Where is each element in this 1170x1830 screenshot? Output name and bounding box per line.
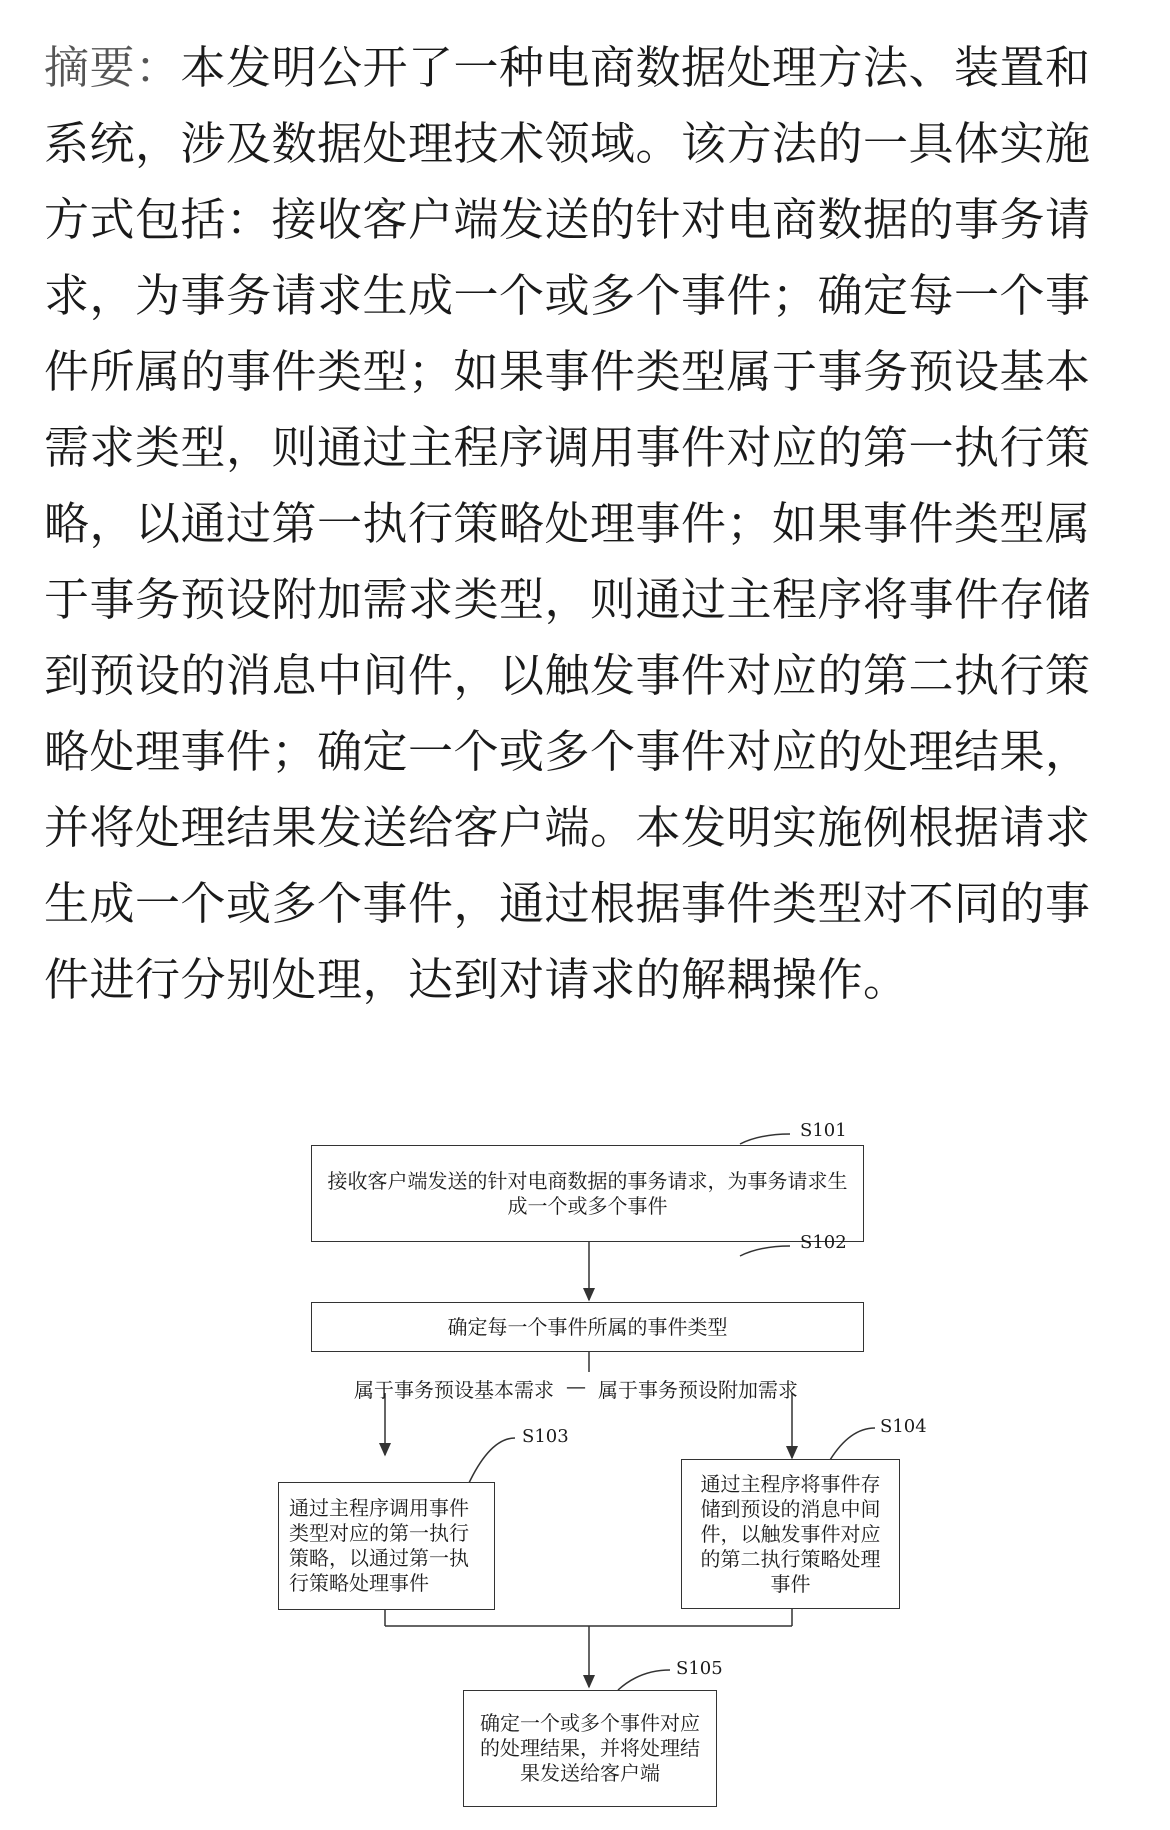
branch-separator: — xyxy=(566,1374,586,1398)
step-box-s101 xyxy=(311,1145,864,1242)
step-text-s105: 确定一个或多个事件对应的处理结果，并将处理结果发送给客户端 xyxy=(480,1711,700,1785)
abstract-label: 摘要： xyxy=(44,41,181,94)
step-box-s102 xyxy=(311,1302,864,1352)
flowchart xyxy=(0,1100,1170,1820)
branch-label-additional: 属于事务预设附加需求 xyxy=(598,1378,798,1402)
step-label-s104: S104 xyxy=(880,1416,927,1437)
step-label-s105: S105 xyxy=(676,1658,723,1679)
step-box-s104 xyxy=(681,1459,900,1609)
step-text-s103: 通过主程序调用事件类型对应的第一执行策略，以通过第一执行策略处理事件 xyxy=(289,1496,469,1595)
abstract-paragraph xyxy=(44,30,1134,1018)
step-box-s105 xyxy=(463,1690,717,1807)
step-label-s102: S102 xyxy=(800,1232,847,1253)
step-label-s101: S101 xyxy=(800,1120,847,1141)
step-label-s103: S103 xyxy=(522,1426,569,1447)
step-box-s103 xyxy=(278,1482,495,1610)
step-text-s101: 接收客户端发送的针对电商数据的事务请求，为事务请求生成一个或多个事件 xyxy=(327,1168,848,1218)
branch-label-basic: 属于事务预设基本需求 xyxy=(354,1378,554,1402)
step-text-s104: 通过主程序将事件存储到预设的消息中间件，以触发事件对应的第二执行策略处理事件 xyxy=(700,1471,881,1596)
step-text-s102: 确定每一个事件所属的事件类型 xyxy=(447,1314,728,1339)
abstract-text: 本发明公开了一种电商数据处理方法、装置和系统，涉及数据处理技术领域。该方法的一具体实施方式包括：接收客户端发送的针对电商数据的事务请求，为事务请求生成一个或多个事件；确定每一个事件所属的事件类型；如果事件类型属于事务预设基本需求类型，则通过主程序调用事件对应的第一执行策略，以通过第一执行策略处理事件；如果事件类型属于事务预设附加需求类型，则通过主程序将事件存储到预设的消息中间件，以触发事件对应的第二执行策略处理事件；确定一个或多个事件对应的处理结果，并将处理结果发送给客户端。本发明实施例根据请求生成一个或多个事件，通过根据事件类型对不同的事件进行分别处理，达到对请求的解耦操作。 xyxy=(44,41,1091,1006)
